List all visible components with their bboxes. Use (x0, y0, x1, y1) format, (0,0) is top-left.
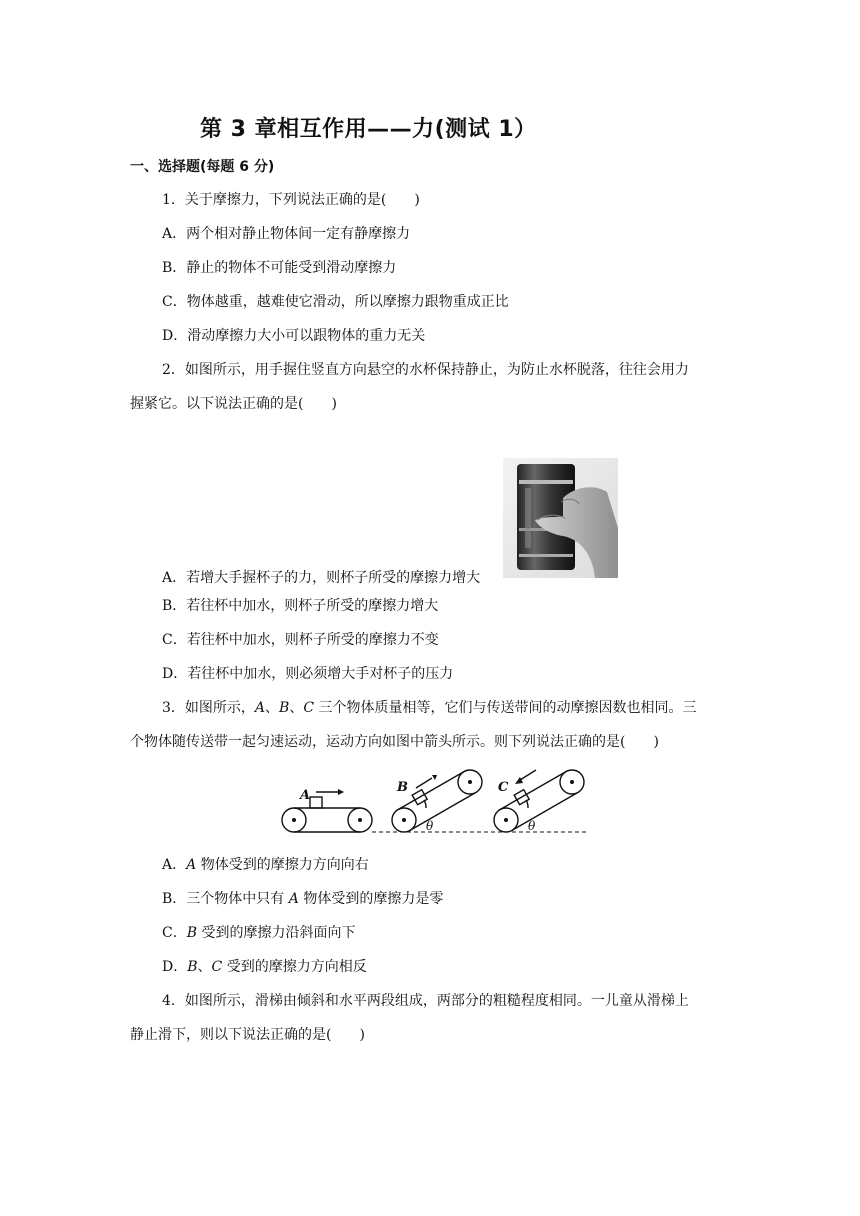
q3-option-c: C．B 受到的摩擦力沿斜面向下 (162, 925, 356, 941)
q2-option-b: B．若往杯中加水，则杯子所受的摩擦力增大 (162, 598, 439, 614)
label-a: A (300, 788, 311, 803)
hand-holding-glass-photo (503, 458, 618, 578)
theta-b: θ (426, 819, 434, 833)
q1-option-d: D．滑动摩擦力大小可以跟物体的重力无关 (162, 328, 426, 344)
q4-stem-line2: 静止滑下，则以下说法正确的是( ) (130, 1027, 365, 1043)
q3-stem-line1: 3．如图所示，A、B、C 三个物体质量相等，它们与传送带间的动摩擦因数也相同。三 (162, 700, 697, 716)
label-b: B (397, 780, 408, 795)
q3-option-a: A．A 物体受到的摩擦力方向向右 (162, 857, 369, 873)
q2-stem-line2: 握紧它。以下说法正确的是( ) (130, 396, 337, 412)
section-heading: 一、选择题(每题 6 分) (130, 159, 275, 175)
q2-option-c: C．若往杯中加水，则杯子所受的摩擦力不变 (162, 632, 439, 648)
theta-c: θ (528, 819, 536, 833)
q1-stem: 1．关于摩擦力，下列说法正确的是( ) (162, 192, 420, 208)
q2-option-d: D．若往杯中加水，则必须增大手对杯子的压力 (162, 666, 454, 682)
q2-stem-line1: 2．如图所示，用手握住竖直方向悬空的水杯保持静止，为防止水杯脱落，往往会用力 (162, 362, 689, 378)
q3-option-b: B．三个物体中只有 A 物体受到的摩擦力是零 (162, 891, 444, 907)
q3-stem-line2: 个物体随传送带一起匀速运动，运动方向如图中箭头所示。则下列说法正确的是( ) (130, 734, 659, 750)
q1-option-b: B．静止的物体不可能受到滑动摩擦力 (162, 260, 397, 276)
q3-option-d: D．B、C 受到的摩擦力方向相反 (162, 959, 367, 975)
q1-option-c: C．物体越重，越难使它滑动，所以摩擦力跟物重成正比 (162, 294, 509, 310)
page-title: 第 3 章相互作用——力(测试 1） (200, 117, 537, 142)
q2-option-a: A．若增大手握杯子的力，则杯子所受的摩擦力增大 (162, 570, 481, 586)
conveyor-belts-diagram (280, 766, 586, 836)
q4-stem-line1: 4．如图所示，滑梯由倾斜和水平两段组成，两部分的粗糙程度相同。一儿童从滑梯上 (162, 993, 689, 1009)
q1-option-a: A．两个相对静止物体间一定有静摩擦力 (162, 226, 411, 242)
label-c: C (498, 780, 509, 795)
